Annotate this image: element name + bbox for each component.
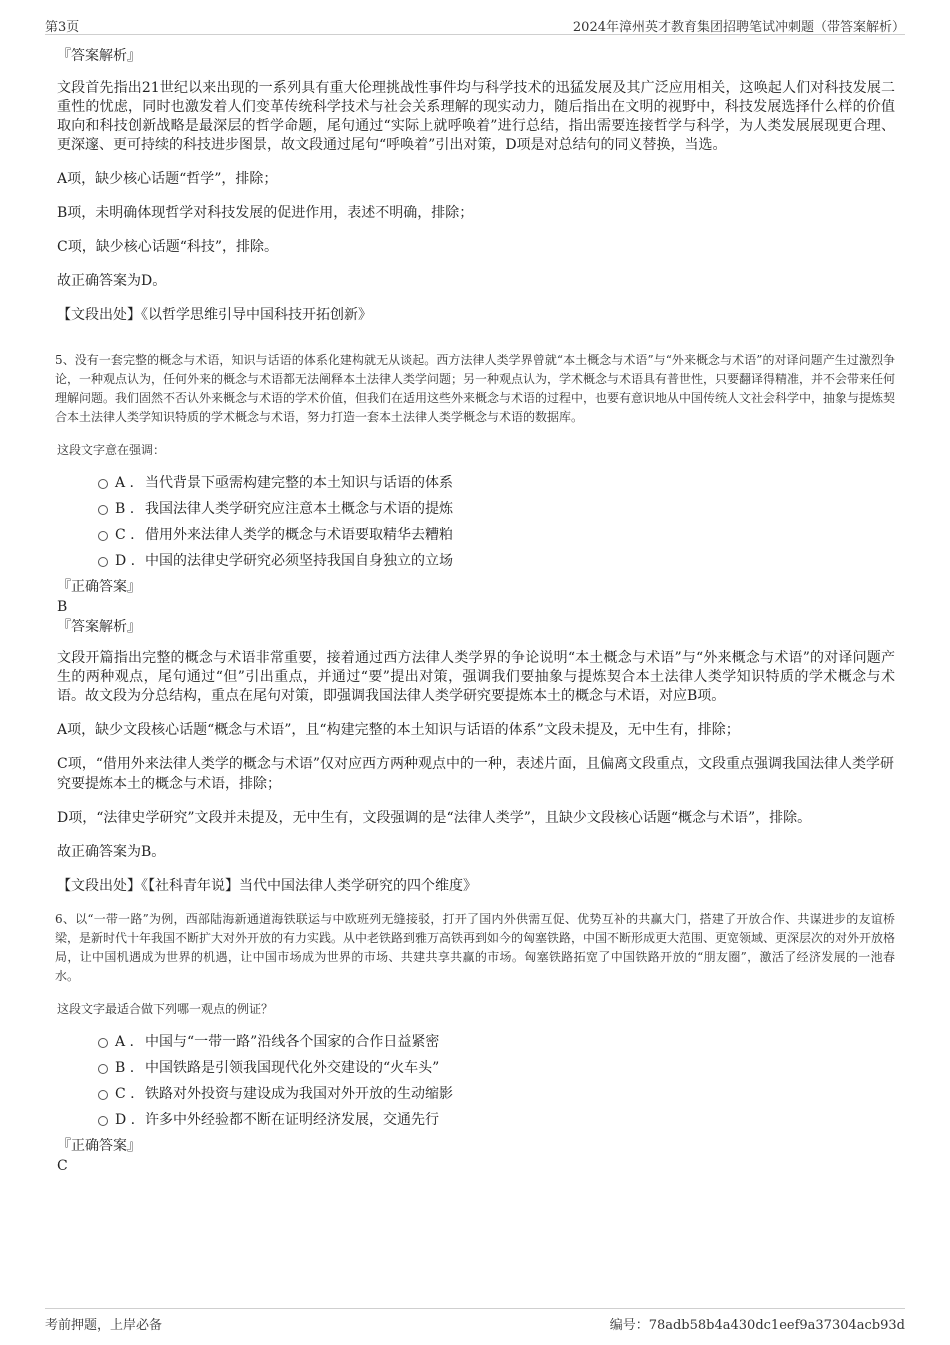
page-footer	[45, 1308, 905, 1331]
q4-item-a: A项，缺少核心话题“哲学”，排除；	[57, 171, 278, 187]
q4-item-b: B项，未明确体现哲学对科技发展的促进作用，表述不明确，排除；	[57, 205, 474, 221]
q4-item-c: C项，缺少核心话题“科技”，排除。	[57, 239, 279, 255]
q6-answer: C	[57, 1158, 68, 1174]
q5-prompt: 这段文字意在强调：	[57, 443, 166, 457]
radio-icon[interactable]	[98, 1064, 108, 1074]
q6-option-b[interactable]: B . 中国铁路是引领我国现代化外交建设的“火车头”	[57, 1058, 895, 1084]
radio-icon[interactable]	[98, 1090, 108, 1100]
radio-icon[interactable]	[98, 505, 108, 515]
q5-option-c[interactable]: C . 借用外来法律人类学的概念与术语要取精华去糟粕	[57, 525, 895, 551]
q5-answer-label: 『正确答案』	[57, 579, 141, 595]
document-title: 2024年漳州英才教育集团招聘笔试冲刺题（带答案解析）	[572, 20, 905, 35]
q4-analysis-label: 『答案解析』	[57, 48, 141, 64]
radio-icon[interactable]	[98, 479, 108, 489]
footer-slogan: 考前押题，上岸必备	[45, 1318, 163, 1333]
q5-source: 【文段出处】《【社科青年说】当代中国法律人类学研究的四个维度》	[57, 878, 477, 894]
page-number: 第3页	[45, 20, 80, 35]
radio-icon[interactable]	[98, 1038, 108, 1048]
q5-item-a: A项，缺少文段核心话题“概念与术语”，且“构建完整的本土知识与话语的体系”文段未提及，无中生有，排除；	[57, 722, 740, 738]
page-header	[45, 14, 905, 35]
q6-question: 6、以“一带一路”为例，西部陆海新通道海铁联运与中欧班列无缝接驳，打开了国内外供需互促、优势互补的共赢大门，搭建了开放合作、共谋进步的友谊桥梁，是新时代十年我国不断扩大对外开放的有力实践。从中老铁路到雅万高铁再到如今的匈塞铁路，中国不断形成更大范围、更宽领域、更深层次的对外开放格局，让中国机遇成为世界的机遇，让中国市场成为世界的市场、共建共享共赢的市场。匈塞铁路拓宽了中国铁路开放的“朋友圈”，激活了经济发展的一池春水。	[55, 912, 896, 983]
q5-item-d: D项，“法律史学研究”文段并未提及，无中生有，文段强调的是“法律人类学”，且缺少文段核心话题“概念与术语”，排除。	[57, 810, 812, 826]
q6-option-a[interactable]: A . 中国与“一带一路”沿线各个国家的合作日益紧密	[57, 1032, 895, 1058]
q5-analysis: 文段开篇指出完整的概念与术语非常重要，接着通过西方法律人类学界的争论说明“本土概念与术语”与“外来概念与术语”的对译问题产生的两种观点，尾句通过“但”引出重点，并通过“要”提出对策，强调我们要抽象与提炼契合本土法律人类学知识特质的学术概念与术语。故文段为分总结构，重点在尾句对策，即强调我国法律人类学研究要提炼本土的概念与术语，对应B项。	[57, 650, 895, 704]
document-code: 编号：78adb58b4a430dc1eef9a37304acb93d	[609, 1318, 905, 1333]
q6-option-c[interactable]: C . 铁路对外投资与建设成为我国对外开放的生动缩影	[57, 1084, 895, 1110]
q6-answer-label: 『正确答案』	[57, 1138, 141, 1154]
q6-prompt: 这段文字最适合做下列哪一观点的例证？	[57, 1002, 274, 1016]
q6-option-d[interactable]: D . 许多中外经验都不断在证明经济发展，交通先行	[57, 1110, 895, 1136]
q5-options	[57, 473, 895, 577]
radio-icon[interactable]	[98, 531, 108, 541]
q5-question: 5、没有一套完整的概念与术语，知识与话语的体系化建构就无从谈起。西方法律人类学界曾就“本土概念与术语”与“外来概念与术语”的对译问题产生过激烈争论，一种观点认为，任何外来的概念与术语都无法阐释本土法律人类学问题；另一种观点认为，学术概念与术语具有普世性，只要翻译得精准，并不会带来任何理解问题。我们固然不否认外来概念与术语的学术价值，但我们在适用这些外来概念与术语的过程中，也要有意识地从中国传统人文社会科学中，抽象与提炼契合本土法律人类学知识特质的学术概念与术语，努力打造一套本土法律人类学概念与术语的数据库。	[55, 353, 896, 424]
q4-source: 【文段出处】《以哲学思维引导中国科技开拓创新》	[57, 307, 372, 323]
radio-icon[interactable]	[98, 557, 108, 567]
q5-item-c: C项，“借用外来法律人类学的概念与术语”仅对应西方两种观点中的一种，表述片面，且偏离文段重点，文段重点强调我国法律人类学研究要提炼本土的概念与术语，排除；	[57, 756, 895, 792]
q4-analysis: 文段首先指出21世纪以来出现的一系列具有重大伦理挑战性事件均与科学技术的迅猛发展及其广泛应用相关，这唤起人们对科技发展二重性的忧虑，同时也激发着人们变革传统科学技术与社会关系理解的现实动力，随后指出在文明的视野中，科技发展选择什么样的价值取向和科技创新战略是最深层的哲学命题，尾句通过“实际上就呼唤着”进行总结，指出需要连接哲学与科学，为人类发展展现更合理、更深邃、更可持续的科技进步图景，故文段通过尾句“呼唤着”引出对策，D项是对总结句的同义替换，当选。	[57, 80, 895, 153]
q6-options	[57, 1032, 895, 1136]
radio-icon[interactable]	[98, 1116, 108, 1126]
q4-conclusion: 故正确答案为D。	[57, 273, 167, 289]
document-body	[57, 46, 895, 1176]
q5-conclusion: 故正确答案为B。	[57, 844, 166, 860]
q5-answer: B	[57, 599, 68, 615]
q5-option-d[interactable]: D . 中国的法律史学研究必须坚持我国自身独立的立场	[57, 551, 895, 577]
q5-option-a[interactable]: A . 当代背景下亟需构建完整的本土知识与话语的体系	[57, 473, 895, 499]
q5-option-b[interactable]: B . 我国法律人类学研究应注意本土概念与术语的提炼	[57, 499, 895, 525]
q5-analysis-label: 『答案解析』	[57, 619, 141, 635]
